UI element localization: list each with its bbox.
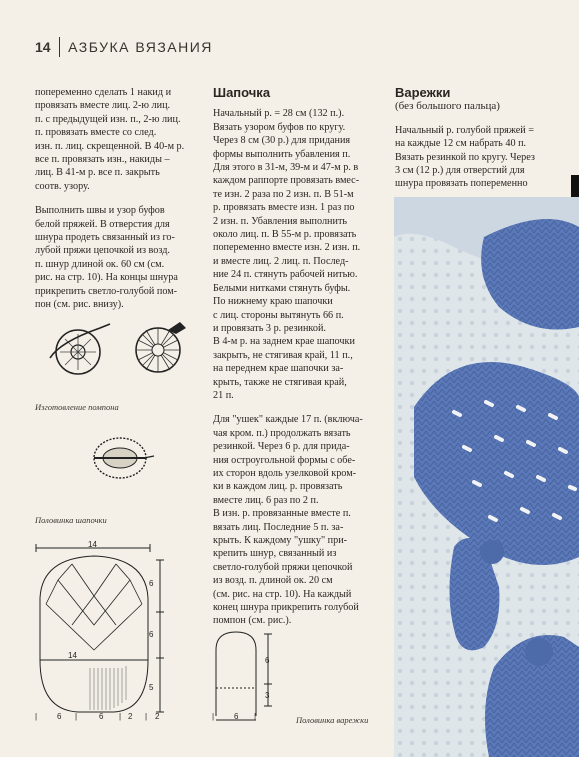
text-line: на переднем крае шапочки за- xyxy=(213,363,344,375)
text-line: вместе лиц. 6 раз по 2 п. xyxy=(213,494,319,506)
col2-para2 xyxy=(213,413,389,628)
dim-top: 14 xyxy=(88,540,97,549)
section-heading-mittens: Варежки xyxy=(395,85,451,100)
text-line: формы выполнить убавления п. xyxy=(213,148,351,160)
col3-para1 xyxy=(395,124,575,191)
text-line: конец шнура прикрепить голубой xyxy=(213,602,359,614)
dim-right-3: 5 xyxy=(149,683,154,692)
text-line: шнура продеть связанный из го- xyxy=(35,232,175,244)
page-title: АЗБУКА ВЯЗАНИЯ xyxy=(68,39,213,55)
pompon-small xyxy=(480,540,504,564)
text-line: п. шнур длиной ок. 60 см (см. xyxy=(35,258,165,270)
pompon-tying-illustration xyxy=(80,432,160,484)
text-line: 2 изн. п. Убавления выполнить xyxy=(213,215,348,227)
text-line: крыть, также не стягивая край, xyxy=(213,376,347,388)
caption-mitten-half: Половинка варежки xyxy=(296,715,369,725)
text-line: резинкой. Через 6 р. для прида- xyxy=(213,441,350,453)
text-line: попеременно вместе изн. 2 изн. п. xyxy=(213,242,361,254)
text-line: около лиц. п. В 55-м р. провязать xyxy=(213,229,357,241)
page-edge-mark xyxy=(571,175,579,197)
mitten-schematic xyxy=(208,626,283,724)
page-number: 14 xyxy=(35,39,51,55)
text-line: те изн. 2 раза по 2 изн. п. В 51-м xyxy=(213,188,354,200)
text-line: лубой пряжи цепочкой из возд. xyxy=(35,245,170,257)
column-1-text xyxy=(35,86,200,323)
text-line: Для этого в 31-м, 39-м и 47-м р. в xyxy=(213,162,359,174)
text-line: и провязать 3 р. резинкой. xyxy=(213,322,326,334)
text-line: их сторон вдоль узелковой кром- xyxy=(213,467,357,479)
text-line: вязать лиц. Последние 5 п. за- xyxy=(213,521,344,533)
hat-outline xyxy=(40,556,148,660)
text-line: Вязать резинкой по кругу. Через xyxy=(395,151,535,163)
caption-hat-half: Половинка шапочки xyxy=(35,515,107,525)
text-line: попеременно сделать 1 накид и xyxy=(35,87,172,98)
text-line: ние 24 п. стянуть рабочей нитью. xyxy=(213,269,358,281)
dim-right-1: 6 xyxy=(149,579,154,588)
dim-mid: 14 xyxy=(68,651,77,660)
caption-pompon: Изготовление помпона xyxy=(35,402,119,412)
text-line: крепить шнур, связанный из xyxy=(213,548,337,560)
text-line: ки в каждом лиц. р. провязать xyxy=(213,481,343,493)
dim-right-2: 6 xyxy=(149,630,154,639)
text-line: п. провязать вместе со след. xyxy=(35,127,157,139)
bubble-pattern-lines xyxy=(46,564,142,650)
text-line: Через 8 см (30 р.) для придания xyxy=(213,135,351,147)
section-heading-hat: Шапочка xyxy=(213,85,271,100)
text-line: Выполнить швы и узор буфов xyxy=(35,205,165,217)
text-line: и вместе лиц. 2 лиц. п. Послед- xyxy=(213,255,349,267)
header-divider xyxy=(59,37,61,57)
text-line: Начальный р. = 28 см (132 п.). xyxy=(213,108,345,120)
text-line: ния остроугольной формы с обе- xyxy=(213,454,356,466)
column-3-text xyxy=(395,86,575,202)
text-line: Вязать узором буфов по кругу. xyxy=(213,121,346,133)
mitten-outline xyxy=(216,632,256,716)
text-line: п. с предыдущей изн. п., 2-ю лиц. xyxy=(35,113,181,125)
knitwear-photo xyxy=(394,197,579,757)
mitten-dim-right-1: 6 xyxy=(265,656,270,665)
text-line: пон (см. рис. внизу). xyxy=(35,299,124,311)
text-line: В 4-м р. на заднем крае шапочки xyxy=(213,336,355,348)
text-line: все п. провязать изн., накиды – xyxy=(35,154,170,166)
mitten-dim-right-2: 3 xyxy=(265,691,270,700)
text-line: белой пряжей. В отверстия для xyxy=(35,218,170,230)
text-line: из возд. п. длиной ок. 20 см xyxy=(213,575,333,587)
text-line: Белыми нитками стянуть буфы. xyxy=(213,282,351,294)
text-line: закрыть, не стягивая край, 11 п., xyxy=(213,349,353,361)
text-line: шнура провязать попеременно xyxy=(395,178,528,190)
text-line: р. провязать вместе изн. 1 раз по xyxy=(213,202,355,214)
text-line: По нижнему краю шапочки xyxy=(213,296,333,308)
text-line: провязать вместе лиц. 2-ю лиц. xyxy=(35,100,171,112)
pompon-illustration xyxy=(40,318,190,380)
col2-para1 xyxy=(213,107,389,402)
text-line: 21 п. xyxy=(213,389,234,401)
text-line: изн. п. лиц. скрещенной. В 40-м р. xyxy=(35,140,185,152)
text-line: В изн. р. провязанные вместе п. xyxy=(213,508,351,520)
text-line: лиц. В 41-м р. все п. закрыть xyxy=(35,167,160,179)
text-line: прикрепить светло-голубой пом- xyxy=(35,285,178,297)
section-subheading-mittens: (без большого пальца) xyxy=(395,100,500,113)
text-line: 3 см (12 р.) для отверстий для xyxy=(395,165,525,177)
text-line: рис. на стр. 10). На концы шнура xyxy=(35,272,178,284)
text-line: светло-голубой пряжи цепочкой xyxy=(213,561,353,573)
col1-para2 xyxy=(35,204,200,311)
text-line: с лиц. стороны вытянуть 66 п. xyxy=(213,309,344,321)
col1-para1 xyxy=(35,86,200,193)
column-2-text xyxy=(213,86,389,639)
text-line: крыть. К каждому "ушку" при- xyxy=(213,535,348,546)
hat-schematic xyxy=(28,540,168,725)
text-line: соотв. узору. xyxy=(35,180,90,192)
text-line: (см. рис. на стр. 10). На каждый xyxy=(213,588,352,600)
page-header xyxy=(35,36,213,58)
book-page: 14 АЗБУКА ВЯЗАНИЯ попеременно сделать 1 накид и провязать вместе лиц. 2-ю лиц. п. с предыдущей изн. п., 2-ю лиц. п. провязать вместе со след. изн. п. лиц. скрещенной. В 40-м р. все п. провязать изн., накиды – лиц. В 41-м р. все п. закрыть соотв. узору. Выполнить швы и узор буфов белой пряжей. В отверстия для шнура продеть связанный из го- лубой пряжи цепочкой из возд. п. шнур длиной ок. 60 см (см. рис. на стр. 10). На концы шнура прикрепить светло-голубой пом- пон (см. рис. внизу). Изготовление помпона Половинка шапочки 14 14 6 6 5 | 6 | 6 | 2 | 2 Шапочка Начальный р. = 28 см (132 п.). Вязать узором буфов по кругу. Через 8 см (30 р.) для придания формы выполнить убавления п. Для этого в 31-м, 39-м и 47-м р. в каждом раппорте провязать вмес- те изн. 2 раза по 2 изн. п. В 51-м р. провязать вместе изн. 1 раз по 2 изн. п. Убавления выполнить около лиц. п. В 55-м р. провязать попеременно вместе изн. 2 изн. п. и вместе лиц. 2 лиц. п. Послед- ние 24 п. стянуть рабочей нитью. Белыми нитками стянуть буфы. По нижнему краю шапочки с лиц. стороны вытянуть 66 п. и провязать 3 р. резинкой. В 4-м р. на заднем крае шапочки закрыть, не стягивая край, 11 п., на переднем крае шапочки за- крыть, также не стягивая край, 21 п. Для "ушек" каждые 17 п. (включа- чая кром. п.) продолжать вязать резинкой. Через 6 р. для прида- ния остроугольной формы с обе- их сторон вдоль узелковой кром- ки в каждом лиц. р. провязать вместе лиц. 6 раз по 2 п. В изн. р. провязанные вместе п. вязать лиц. Последние 5 п. за- крыть. К каждому "ушку" при- крепить шнур, связанный из светло-голубой пряжи цепочкой из возд. п. длиной ок. 20 см (см. рис. на стр. 10). На каждый конец шнура прикрепить голубой помпон (см. рис.). 6 3 | 6 | Половинка варежки Варежки (без большого пальца) Начальный р. голубой пряжей = на каждые 12 см набрать 40 п. Вязать резинкой по кругу. Через 3 см (12 р.) для отверстий для шнура провязать попеременно xyxy=(0,0,579,757)
text-line: каждом раппорте провязать вмес- xyxy=(213,175,360,187)
text-line: Для "ушек" каждые 17 п. (включа- xyxy=(213,414,363,426)
text-line: помпон (см. рис.). xyxy=(213,615,292,627)
text-line: Начальный р. голубой пряжей = xyxy=(395,124,535,136)
text-line: на каждые 12 см набрать 40 п. xyxy=(395,138,527,150)
text-line: чая кром. п.) продолжать вязать xyxy=(213,427,351,439)
